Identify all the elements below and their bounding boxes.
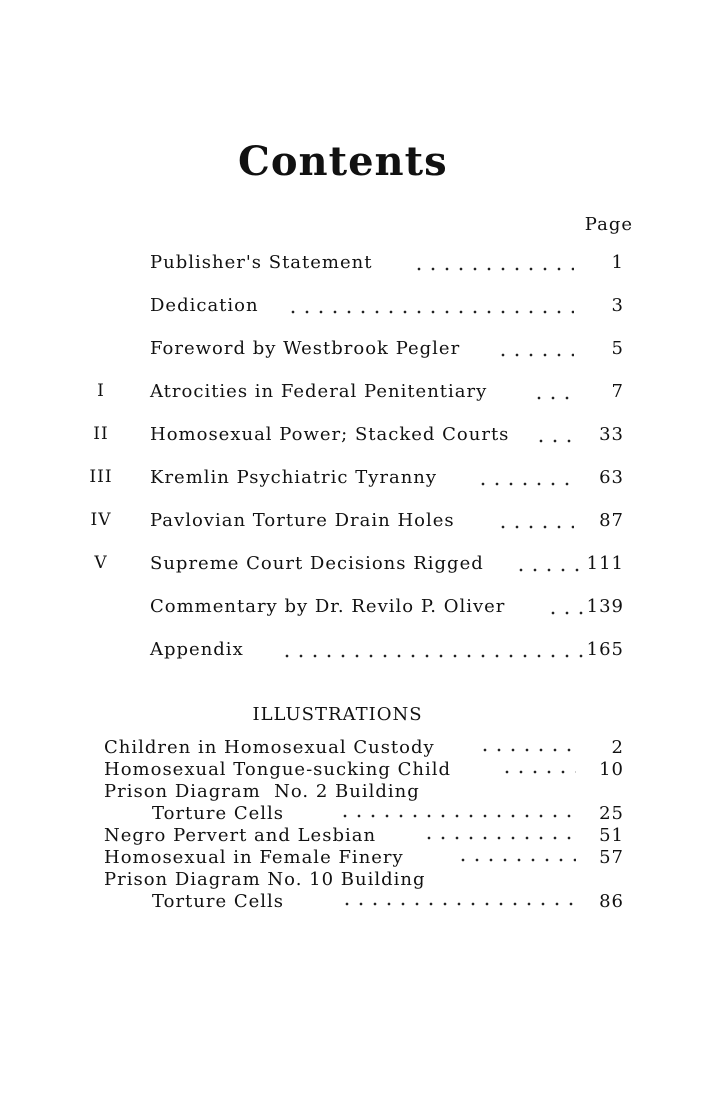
illustration-title: Prison Diagram No. 2 Building <box>104 781 420 802</box>
dot-leader <box>532 381 574 409</box>
toc-entry-page: 1 <box>611 252 624 273</box>
toc-entry-number: III <box>89 467 113 487</box>
dot-leader <box>338 803 576 825</box>
illustration-entry <box>0 847 712 869</box>
toc-entry-foreword <box>0 338 712 366</box>
illustration-page: 25 <box>599 803 624 824</box>
illustration-entry <box>0 803 712 825</box>
dot-leader <box>496 510 574 538</box>
toc-entry-title: Foreword by Westbrook Pegler <box>150 338 461 359</box>
illustration-page: 10 <box>599 759 624 780</box>
dot-leader <box>340 891 576 913</box>
illustration-title: Prison Diagram No. 10 Building <box>104 869 426 890</box>
toc-entry-title: Publisher's Statement <box>150 252 373 273</box>
toc-entry-commentary <box>0 596 712 624</box>
illustration-entry <box>0 869 712 891</box>
illustration-title: Children in Homosexual Custody <box>104 737 435 758</box>
toc-entry-chapter-3 <box>0 467 712 495</box>
toc-entry-number: IV <box>90 510 112 530</box>
toc-entry-page: 111 <box>586 553 624 574</box>
page-column-label: Page <box>584 214 633 235</box>
toc-entry-chapter-4 <box>0 510 712 538</box>
illustration-entry <box>0 781 712 803</box>
toc-entry-title: Homosexual Power; Stacked Courts <box>150 424 510 445</box>
toc-entry-page: 165 <box>586 639 624 660</box>
toc-entry-number: II <box>93 424 109 444</box>
toc-entry-publishers-statement <box>0 252 712 280</box>
page-title: Contents <box>238 138 448 185</box>
toc-entry-page: 7 <box>611 381 624 402</box>
illustration-title: Torture Cells <box>152 891 285 912</box>
dot-leader <box>456 847 576 869</box>
toc-entry-number: V <box>94 553 108 573</box>
toc-entry-chapter-2 <box>0 424 712 452</box>
illustration-title: Torture Cells <box>152 803 285 824</box>
illustration-title: Homosexual in Female Finery <box>104 847 404 868</box>
toc-entry-page: 3 <box>611 295 624 316</box>
illustration-title: Homosexual Tongue-sucking Child <box>104 759 451 780</box>
toc-entry-page: 5 <box>611 338 624 359</box>
illustration-entry <box>0 759 712 781</box>
illustration-entry <box>0 891 712 913</box>
dot-leader <box>534 424 576 452</box>
toc-entry-page: 33 <box>599 424 624 445</box>
toc-entry-page: 87 <box>599 510 624 531</box>
dot-leader <box>286 295 574 323</box>
illustration-entry <box>0 737 712 759</box>
toc-entry-page: 139 <box>586 596 624 617</box>
toc-entry-number: I <box>97 381 105 401</box>
illustration-page: 86 <box>599 891 624 912</box>
toc-entry-title: Supreme Court Decisions Rigged <box>150 553 484 574</box>
dot-leader <box>280 639 584 667</box>
toc-entry-title: Atrocities in Federal Penitentiary <box>150 381 488 402</box>
toc-entry-chapter-1 <box>0 381 712 409</box>
dot-leader <box>496 338 574 366</box>
dot-leader <box>412 252 574 280</box>
toc-entry-page: 63 <box>599 467 624 488</box>
toc-entry-title: Pavlovian Torture Drain Holes <box>150 510 455 531</box>
illustrations-heading: ILLUSTRATIONS <box>252 704 423 725</box>
dot-leader <box>514 553 584 581</box>
illustration-page: 51 <box>599 825 624 846</box>
illustration-page: 2 <box>611 737 624 758</box>
dot-leader <box>478 737 576 759</box>
toc-entry-dedication <box>0 295 712 323</box>
illustration-title: Negro Pervert and Lesbian <box>104 825 377 846</box>
toc-entry-chapter-5 <box>0 553 712 581</box>
toc-entry-title: Commentary by Dr. Revilo P. Oliver <box>150 596 506 617</box>
dot-leader <box>476 467 574 495</box>
illustration-page: 57 <box>599 847 624 868</box>
dot-leader <box>500 759 576 781</box>
illustration-entry <box>0 825 712 847</box>
toc-entry-appendix <box>0 639 712 667</box>
toc-entry-title: Kremlin Psychiatric Tyranny <box>150 467 438 488</box>
toc-entry-title: Appendix <box>150 639 244 660</box>
toc-entry-title: Dedication <box>150 295 259 316</box>
dot-leader <box>422 825 576 847</box>
